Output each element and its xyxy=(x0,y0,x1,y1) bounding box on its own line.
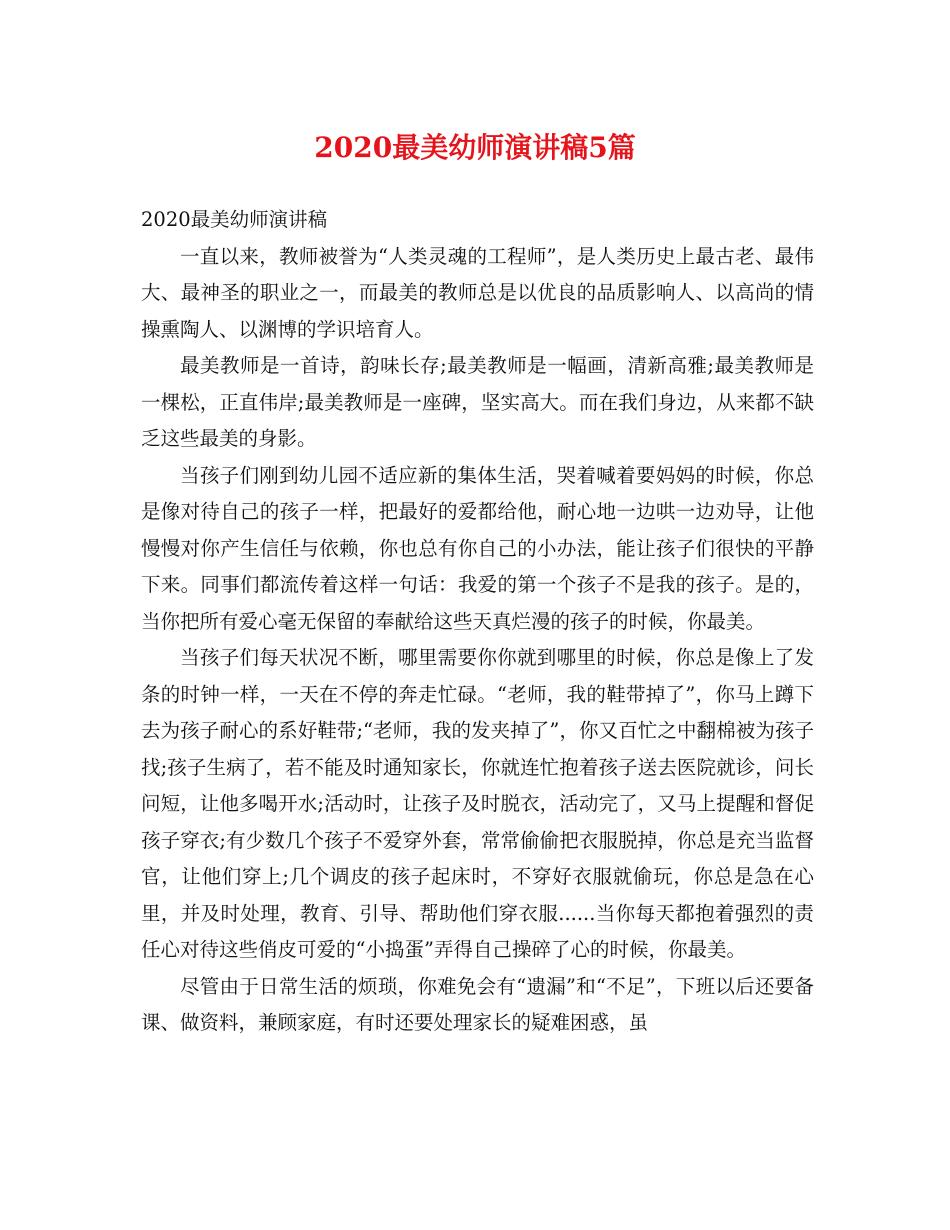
paragraph: 当孩子们每天状况不断，哪里需要你你就到哪里的时候，你总是像上了发条的时钟一样，一天在不停的奔走忙碌。“老师，我的鞋带掉了”，你马上蹲下去为孩子耐心的系好鞋带;“老师，我的发夹掉了”，你又百忙之中翻棉被为孩子找;孩子生病了，若不能及时通知家长，你就连忙抱着孩子送去医院就诊，问长问短，让他多喝开水;活动时，让孩子及时脱衣，活动完了，又马上提醒和督促孩子穿衣;有少数几个孩子不爱穿外套，常常偷偷把衣服脱掉，你总是充当监督官，让他们穿上;几个调皮的孩子起床时，不穿好衣服就偷玩，你总是急在心里，并及时处理，教育、引导、帮助他们穿衣服......当你每天都抱着强烈的责任心对待这些俏皮可爱的“小捣蛋”弄得自己操碎了心的时候，你最美。 xyxy=(141,646,814,961)
paragraph: 一直以来，教师被誉为“人类灵魂的工程师”，是人类历史上最古老、最伟大、最神圣的职业之一，而最美的教师总是以优良的品质影响人、以高尚的情操熏陶人、以渊博的学识培育人。 xyxy=(141,244,814,341)
paragraph: 当孩子们刚到幼儿园不适应新的集体生活，哭着喊着要妈妈的时候，你总是像对待自己的孩子一样，把最好的爱都给他，耐心地一边哄一边劝导，让他慢慢对你产生信任与依赖，你也总有你自己的小办法，能让孩子们很快的平静下来。同事们都流传着这样一句话：我爱的第一个孩子不是我的孩子。是的，当你把所有爱心毫无保留的奉献给这些天真烂漫的孩子的时候，你最美。 xyxy=(141,463,814,633)
paragraph: 最美教师是一首诗，韵味长存;最美教师是一幅画，清新高雅;最美教师是一棵松，正直伟岸;最美教师是一座碑，坚实高大。而在我们身边，从来都不缺乏这些最美的身影。 xyxy=(141,354,814,450)
document-title: 2020最美幼师演讲稿5篇 xyxy=(314,131,636,164)
document-subtitle: 2020最美幼师演讲稿 xyxy=(141,208,328,231)
paragraph: 尽管由于日常生活的烦琐，你难免会有“遗漏”和“不足”，下班以后还要备课、做资料，兼顾家庭，有时还要处理家长的疑难困惑，虽 xyxy=(141,974,814,1034)
document-body xyxy=(141,202,814,1042)
